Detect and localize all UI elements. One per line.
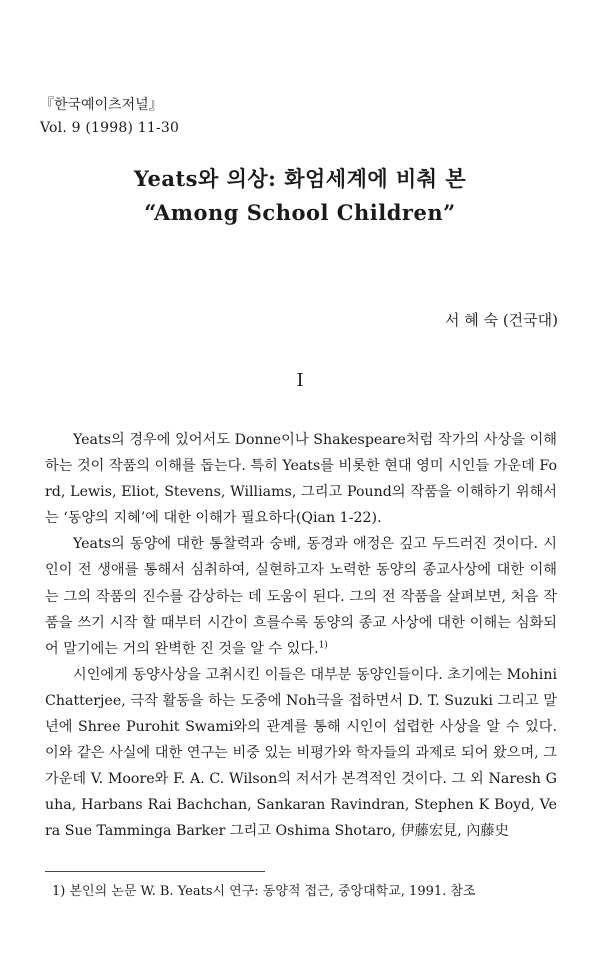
- body-text: [45, 427, 557, 845]
- footnote-divider: [45, 871, 265, 872]
- author-byline: 서 혜 숙 (건국대): [445, 311, 558, 329]
- footnote: 1) 본인의 논문 W. B. Yeats시 연구: 동양적 접근, 중앙대학교, 1991. 참조: [52, 884, 476, 899]
- article-title: Yeats와 의상: 화엄세계에 비춰 본: [133, 166, 467, 191]
- paragraph-2: Yeats의 동양에 대한 통찰력과 숭배, 동경과 애정은 깊고 두드러진 것이다. 시인이 전 생애를 통해서 심취하여, 실현하고자 노력한 동양의 종교사상에 대한 이해는 그의 작품의 진수를 감상하는 데 도움이 된다. 그의 전 작품을 살펴보면, 처음 작품을 쓰기 시작 할 때부터 시간이 흐를수록 동양의 종교 사상에 대한 이해는 심화되어 말기에는 거의 완벽한 진 것을 알 수 있다.$^{1)}$: [45, 536, 557, 657]
- journal-name: 『한국예이츠저널』: [40, 97, 163, 113]
- paragraph-1: Yeats의 경우에 있어서도 Donne이나 Shakespeare처럼 작가의 사상을 이해하는 것이 작품의 이해를 돕는다. 특히 Yeats를 비롯한 현대 영미 시인들 가운데 Ford, Lewis, Eliot, Stevens, Williams, 그리고 Pound의 작품을 이해하기 위해서는 ‘동양의 지혜’에 대한 이해가 필요하다(Qian 1-22).: [45, 432, 557, 527]
- volume-info: Vol. 9 (1998) 11-30: [40, 120, 180, 136]
- section-heading: I: [296, 370, 304, 391]
- footnote-marker: 1): [318, 640, 328, 651]
- paragraph-3: 시인에게 동양사상을 고취시킨 이들은 대부분 동양인들이다. 초기에는 Mohini Chatterjee, 극작 활동을 하는 도중에 Noh극을 접하면서 D. T. Suzuki 그리고 말년에 Shree Purohit Swami와의 관계를 통해 시인이 섭렵한 사상을 알 수 있다. 이와 같은 사실에 대한 연구는 비중 있는 비평가와 학자들의 과제로 되어 왔으며, 그 가운데 V. Moore와 F. A. C. Wilson의 저서가 본격적인 것이다. 그 외 Naresh Guha, Harbans Rai Bachchan, Sankaran Ravindran, Stephen K Boyd, Vera Sue Tamminga Barker 그리고 Oshima Shotaro, 伊藤宏見, 內藤史: [45, 666, 557, 840]
- article-subtitle: “Among School Children”: [144, 200, 456, 225]
